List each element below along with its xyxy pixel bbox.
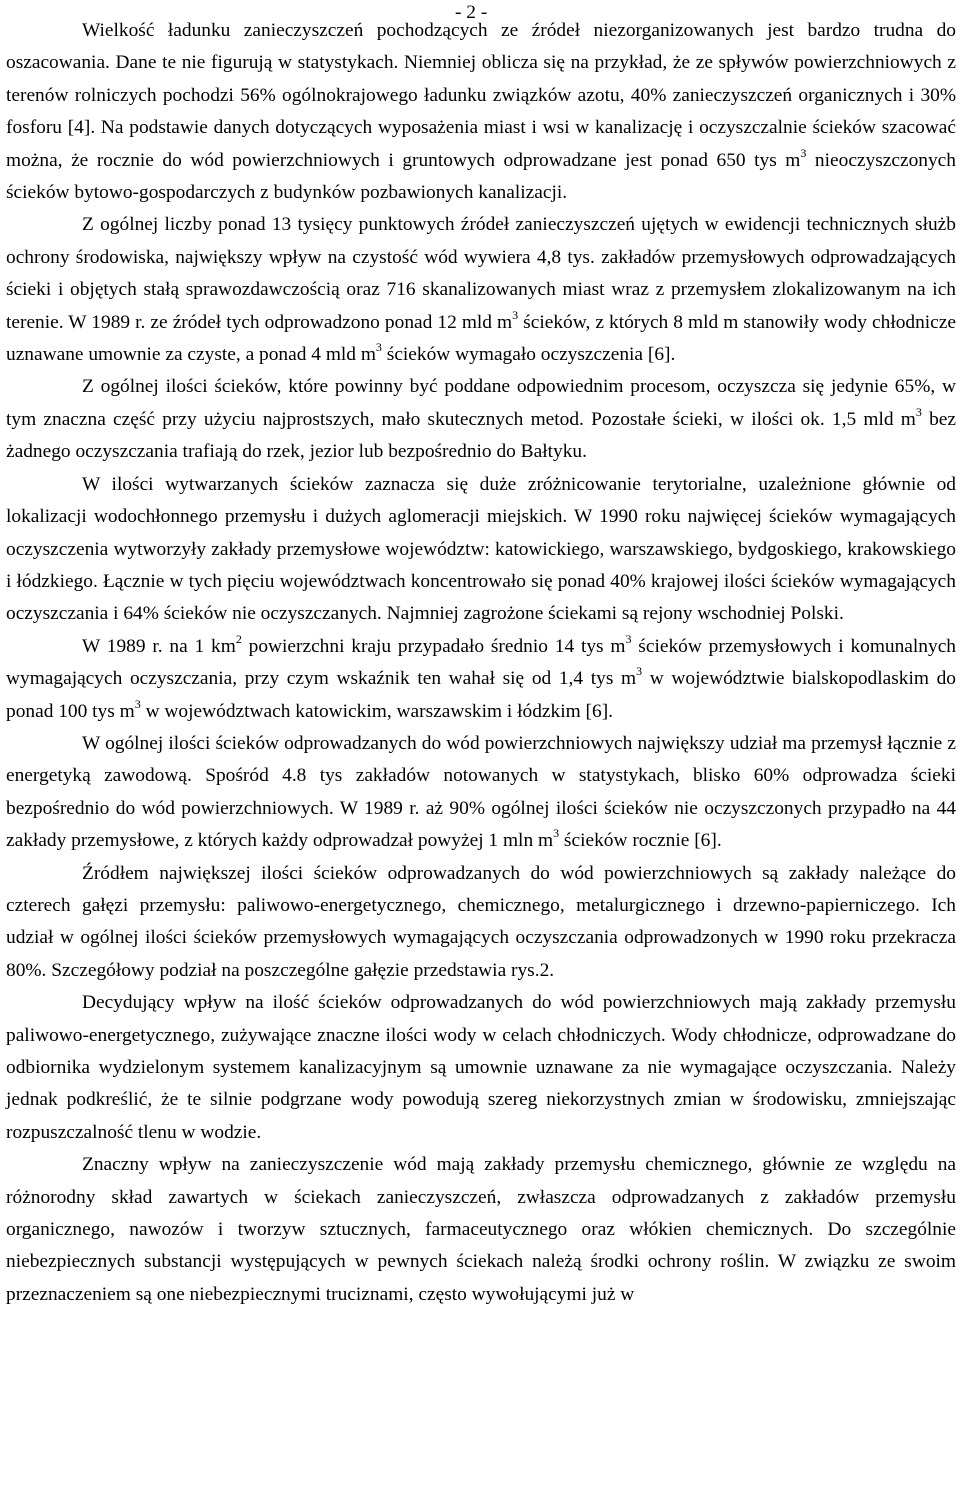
superscript: 3: [915, 404, 922, 419]
paragraph: [6, 987, 956, 1149]
text-segment: W ogólnej ilości ścieków odprowadzanych do wód powierzchniowych największy udział ma przemysł łącznie z energetyką zawodową. Spośród 4.8 tys zakładów notowanych w statystykach, blisko 60% odprowadza ścieki bezpośrednio do wód powierzchniowych. W 1989 r. aż 90% ogólnej ilości ścieków nie oczyszczonych przypadło na 44 zakłady przemysłowe, z których każdy odprowadzał powyżej 1 mln m: [6, 732, 956, 852]
paragraph: [6, 469, 956, 631]
superscript: 3: [512, 307, 519, 322]
text-segment: w województwie bialskopodlaskim do ponad 100 tys m: [6, 668, 956, 722]
text-segment: W 1989 r. na 1 km: [82, 635, 236, 657]
text-segment: ścieków wymagało oczyszczenia [6].: [381, 344, 676, 366]
text-segment: ścieków przemysłowych i komunalnych wymagających oczyszczania, przy czym wskaźnik ten wahał się od 1,4 tys m: [6, 635, 956, 690]
document-body: [6, 15, 956, 1311]
paragraph: [6, 631, 956, 728]
text-segment: ścieków, z których 8 mld m stanowiły wody chłodnicze uznawane umownie za czyste, a ponad 4 mld m: [6, 311, 957, 366]
text-segment: Znaczny wpływ na zanieczyszczenie wód mają zakłady przemysłu chemicznego, głównie ze względu na różnorodny skład zawartych w ściekach zanieczyszczeń, zwłaszcza odprowadzanych z zakładów przemysłu organicznego, nawozów i tworzyw sztucznych, farmaceutycznego oraz włókien chemicznych. Do szczególnie niebezpiecznych substancji występujących w pewnych ściekach należą środki ochrony roślin. W związku ze swoim przeznaczeniem są one niebezpiecznymi truciznami, często wywołującymi już w: [6, 1154, 956, 1305]
superscript: 3: [553, 826, 560, 841]
text-segment: W ilości wytwarzanych ścieków zaznacza się duże zróżnicowanie terytorialne, uzależnione głównie od lokalizacji wodochłonnego przemysłu i dużych aglomeracji miejskich. W 1990 roku najwięcej ścieków wymagających oczyszczenia wytworzyły zakłady przemysłowe województw: katowickiego, warszawskiego, bydgoskiego, krakowskiego i łódzkiego. Łącznie w tych pięciu województwach koncentrowało się ponad 40% krajowej ilości ścieków wymagających oczyszczania i 64% ścieków nie oczyszczanych. Najmniej zagrożone ściekami są rejony wschodniej Polski.: [6, 473, 956, 625]
superscript: 3: [625, 631, 632, 646]
superscript: 3: [800, 145, 807, 160]
paragraph: [6, 209, 956, 371]
text-segment: bez żadnego oczyszczania trafiają do rzek, jezior lub bezpośrednio do Bałtyku.: [6, 408, 956, 463]
superscript: 2: [235, 631, 242, 646]
paragraph: [6, 1149, 956, 1311]
text-segment: w województwach katowickim, warszawskim i łódzkim [6].: [140, 700, 613, 722]
superscript: 3: [636, 664, 643, 679]
superscript: 3: [375, 340, 382, 355]
text-segment: powierzchni kraju przypadało średnio 14 tys m: [241, 635, 626, 657]
text-segment: Decydujący wpływ na ilość ścieków odprowadzanych do wód powierzchniowych mają zakłady przemysłu paliwowo-energetycznego, zużywające znaczne ilości wody w celach chłodniczych. Wody chłodnicze, odprowadzane do odbiornika wydzielonym systemem kanalizacyjnym są umownie uznawane za nie wymagające oczyszczania. Należy jednak podkreślić, że te silnie podgrzane wody powodują szereg niekorzystnych zmian w środowisku, zmniejszając rozpuszczalność tlenu w wodzie.: [6, 992, 956, 1143]
text-segment: nieoczyszczonych ścieków bytowo-gospodarczych z budynków pozbawionych kanalizacji.: [6, 149, 956, 204]
superscript: 3: [134, 696, 141, 711]
paragraph: [6, 858, 956, 988]
text-segment: ścieków rocznie [6].: [559, 830, 722, 852]
text-segment: Z ogólnej ilości ścieków, które powinny być poddane odpowiednim procesom, oczyszcza się jedynie 65%, w tym znaczna część przy użyciu najprostszych, mało skutecznych metod. Pozostałe ścieki, w ilości ok. 1,5 mld m: [6, 376, 956, 430]
text-segment: Z ogólnej liczby ponad 13 tysięcy punktowych źródeł zanieczyszczeń ujętych w ewidencji technicznych służb ochrony środowiska, największy wpływ na czystość wód wywiera 4,8 tys. zakładów przemysłowych odprowadzających ścieki i objętych stałą sprawozdawczością oraz 716 skanalizowanych miast wraz z przemysłem zlokalizowanym na ich terenie. W 1989 r. ze źródeł tych odprowadzono ponad 12 mld m: [6, 214, 956, 333]
page-number: - 2 -: [455, 2, 488, 23]
paragraph: [6, 728, 956, 858]
text-segment: Źródłem największej ilości ścieków odprowadzanych do wód powierzchniowych są zakłady należące do czterech gałęzi przemysłu: paliwowo-energetycznego, chemicznego, metalurgicznego i drzewno-papierniczego. Ich udział w ogólnej ilości ścieków przemysłowych wymagających oczyszczania odprowadzonych w 1990 roku przekracza 80%. Szczegółowy podział na poszczególne gałęzie przedstawia rys.2.: [6, 862, 956, 981]
text-segment: Wielkość ładunku zanieczyszczeń pochodzących ze źródeł niezorganizowanych jest bardzo trudna do oszacowania. Dane te nie figurują w statystykach. Niemniej oblicza się na przykład, że ze spływów powierzchniowych z terenów rolniczych pochodzi 56% ogólnokrajowego ładunku związków azotu, 40% zanieczyszczeń organicznych i 30% fosforu [4]. Na podstawie danych dotyczących wyposażenia miast i wsi w kanalizację i oczyszczalnie ścieków szacować można, że rocznie do wód powierzchniowych i gruntowych odprowadzane jest ponad 650 tys m: [6, 20, 956, 171]
paragraph: [6, 15, 956, 209]
paragraph: [6, 371, 956, 468]
